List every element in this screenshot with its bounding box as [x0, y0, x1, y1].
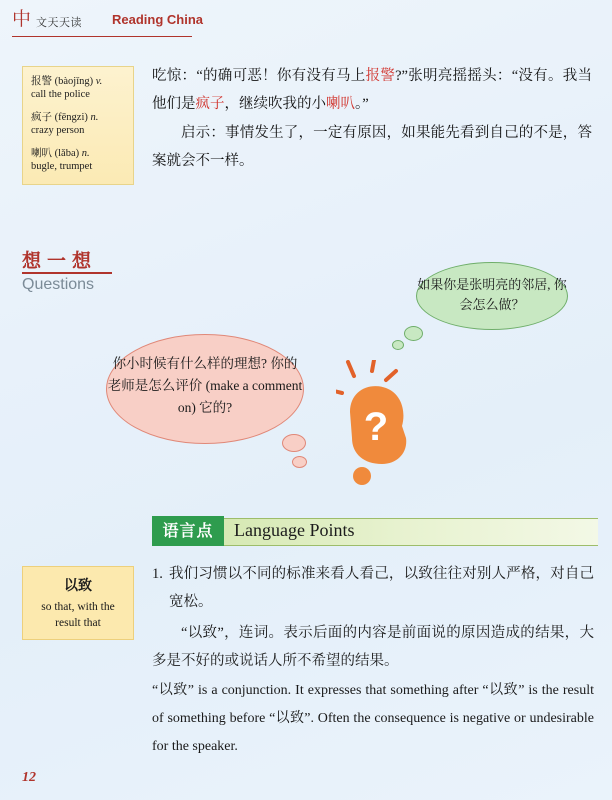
language-point-tag-zh: 以致 — [64, 578, 92, 594]
speech-bubble-pink-tail-large — [282, 434, 306, 452]
questions-title-zh: 想一想 — [22, 250, 98, 272]
language-point-explanation-zh: “以致”，连词。表示后面的内容是前面说的原因造成的结果，大多是不好的或说话人所不希望的结果。 — [152, 624, 594, 669]
story-paragraph-2: 启示：事情发生了，一定有原因，如果能先看到自己的不是，答案就会不一样。 — [152, 124, 592, 169]
story-highlight-word: 报警 — [365, 68, 396, 84]
vocabulary-definition: bugle, trumpet — [31, 161, 93, 173]
story-text-segment: 吃惊：“的确可恶！你有没有马上 — [152, 68, 366, 84]
header-divider — [12, 36, 192, 37]
speech-bubble-green-tail-small — [392, 340, 404, 350]
vocabulary-entry — [31, 147, 125, 174]
vocabulary-headword-text: 喇叭 (lǎba) — [31, 147, 80, 159]
vocabulary-box — [22, 66, 134, 185]
story-highlight-word: 疯子 — [195, 96, 225, 113]
thinking-person-illustration — [336, 360, 442, 486]
vocabulary-part-of-speech: n. — [81, 147, 90, 159]
vocabulary-headword-text: 疯子 (fēngzi) — [31, 111, 88, 123]
language-point-tag — [22, 566, 134, 640]
story-text — [152, 62, 592, 175]
story-paragraph-1 — [152, 62, 592, 119]
question-mark-glyph: ? — [363, 405, 389, 449]
logo-zh-character: 中 — [12, 8, 32, 30]
vocabulary-definition: call the police — [31, 89, 90, 101]
language-point-explanation-en: “以致” is a conjunction. It expresses that something after “以致” is the result of something before “以致”. Often the consequence is negative or undesirable for the speaker. — [152, 683, 594, 755]
page-number: 12 — [22, 770, 36, 785]
vocabulary-entry — [31, 75, 125, 102]
language-points-label-en: Language Points — [234, 520, 355, 540]
story-text-segment: ，继续吹我的小 — [224, 96, 326, 113]
questions-title-en: Questions — [22, 276, 95, 293]
page-header — [10, 8, 602, 38]
language-point-sentence: 我们习惯以不同的标准来看人看己，以致往往对别人严格，对自己宽松。 — [169, 566, 594, 611]
speech-bubble-green: 如果你是张明亮的邻居, 你会怎么做？ — [416, 262, 568, 330]
speech-bubble-pink-tail-small — [292, 456, 307, 468]
story-highlight-word: 喇叭 — [326, 96, 355, 113]
vocabulary-headword — [31, 111, 125, 124]
language-point-item — [152, 560, 594, 617]
header-title-en: Reading China — [112, 12, 204, 27]
language-points-label-zh: 语言点 — [152, 516, 224, 546]
vocabulary-part-of-speech: n. — [90, 111, 99, 123]
language-point-number: 1. — [152, 566, 163, 582]
language-point-body — [152, 560, 594, 761]
speech-bubble-pink: 你小时候有什么样的理想? 你的老师是怎么评价 (make a comment on) 它的? — [106, 334, 304, 444]
story-text-segment: ?”张明亮摇摇头：“没有。我当他们是 — [152, 68, 593, 113]
vocabulary-entry — [31, 111, 125, 138]
vocabulary-definition: crazy person — [31, 125, 85, 137]
vocabulary-headword-text: 报警 (bàojǐng) — [31, 76, 94, 87]
vocabulary-headword — [31, 147, 125, 160]
vocabulary-headword — [31, 75, 125, 88]
speech-bubble-green-tail-large — [404, 326, 423, 341]
story-text-segment: 。” — [355, 96, 369, 113]
logo-subtitle: 文天天读 — [36, 16, 82, 29]
vocabulary-part-of-speech: v. — [95, 76, 103, 87]
questions-title-divider — [22, 272, 112, 274]
language-point-tag-en: so that, with the result that — [41, 601, 115, 629]
